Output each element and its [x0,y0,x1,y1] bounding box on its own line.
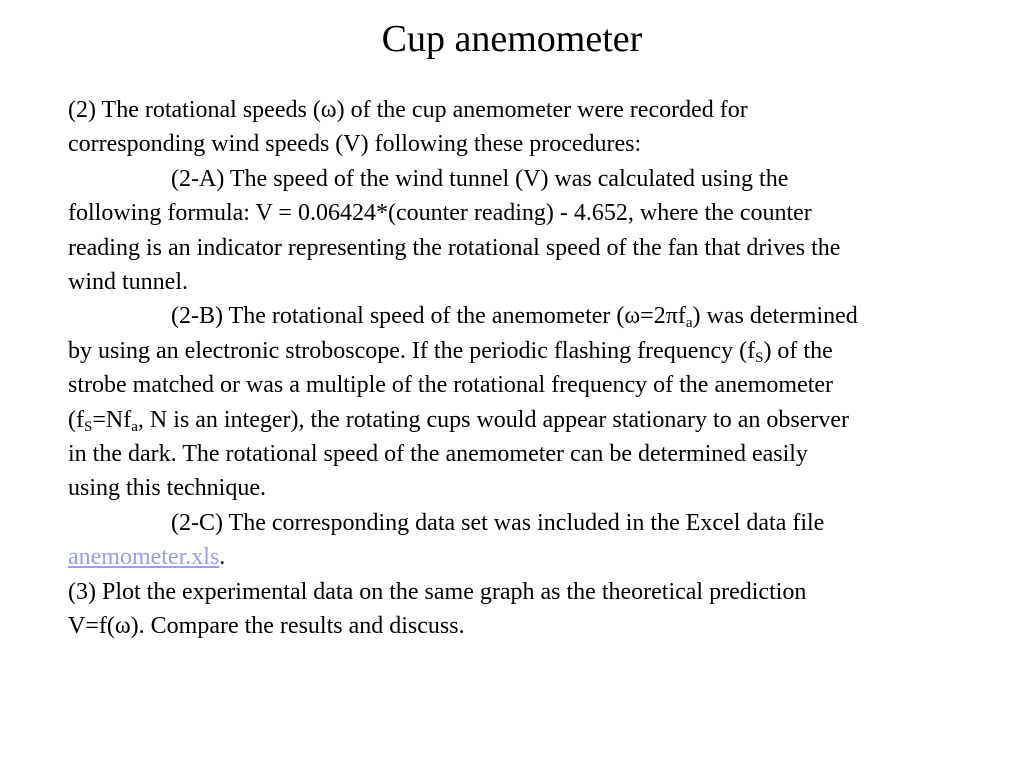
paragraph-2a-line-3: reading is an indicator representing the rotational speed of the fan that drives the [68,234,841,261]
subscript-a: a [685,315,693,332]
paragraph-2b-line-1-post: ) was determined [692,303,858,330]
subscript-s: S [755,349,764,366]
paragraph-2-line-1: (2) The rotational speeds (ω) of the cup anemometer were recorded for [68,97,748,123]
paragraph-2b-line-1 [68,299,1008,333]
slide-body [68,93,1008,644]
paragraph-2-line-2: corresponding wind speeds (V) following these procedures: [68,131,642,158]
paragraph-2b-line-2 [68,334,1008,368]
subscript-s-2: S [83,418,93,435]
paragraph-2b-line-4 [68,403,1008,437]
subscript-a-2: a [131,418,138,435]
paragraph-2a-line-1-text: (2-A) The speed of the wind tunnel (V) was calculated using the [171,165,789,192]
slide-title: Cup anemometer [381,18,643,60]
paragraph-2a-line-2: following formula: V = 0.06424*(counter reading) - 4.652, where the counter [68,200,812,227]
paragraph-2b-line-4-b: =Nf [92,406,132,433]
anemometer-xls-link[interactable]: anemometer.xls [68,544,220,571]
paragraph-2a-line-4: wind tunnel. [68,269,188,296]
paragraph-2b-line-2-pre: by using an electronic stroboscope. If the periodic flashing frequency (f [68,337,756,364]
paragraph-2a-line-1 [68,162,1008,196]
paragraph-2b-line-4-a: (f [68,406,84,433]
paragraph-2c-line-2 [68,540,1008,574]
paragraph-2b-line-2-post: ) of the [763,337,833,364]
paragraph-2c-line-1 [68,506,1008,540]
paragraph-3-line-1: (3) Plot the experimental data on the same graph as the theoretical prediction [68,578,807,605]
paragraph-2c-line-1-text: (2-C) The corresponding data set was included in the Excel data file [171,509,825,536]
paragraph-2b-line-6: using this technique. [68,475,266,502]
paragraph-2b-line-1-pre: (2-B) The rotational speed of the anemometer (ω=2πf [171,303,686,330]
paragraph-2b-line-3: strobe matched or was a multiple of the rotational frequency of the anemometer [68,372,834,399]
paragraph-3-line-2: V=f(ω). Compare the results and discuss. [68,613,465,640]
paragraph-2b-line-4-c: , N is an integer), the rotating cups would appear stationary to an observer [137,406,849,433]
paragraph-2b-line-5: in the dark. The rotational speed of the anemometer can be determined easily [68,441,808,468]
link-suffix: . [219,544,226,571]
